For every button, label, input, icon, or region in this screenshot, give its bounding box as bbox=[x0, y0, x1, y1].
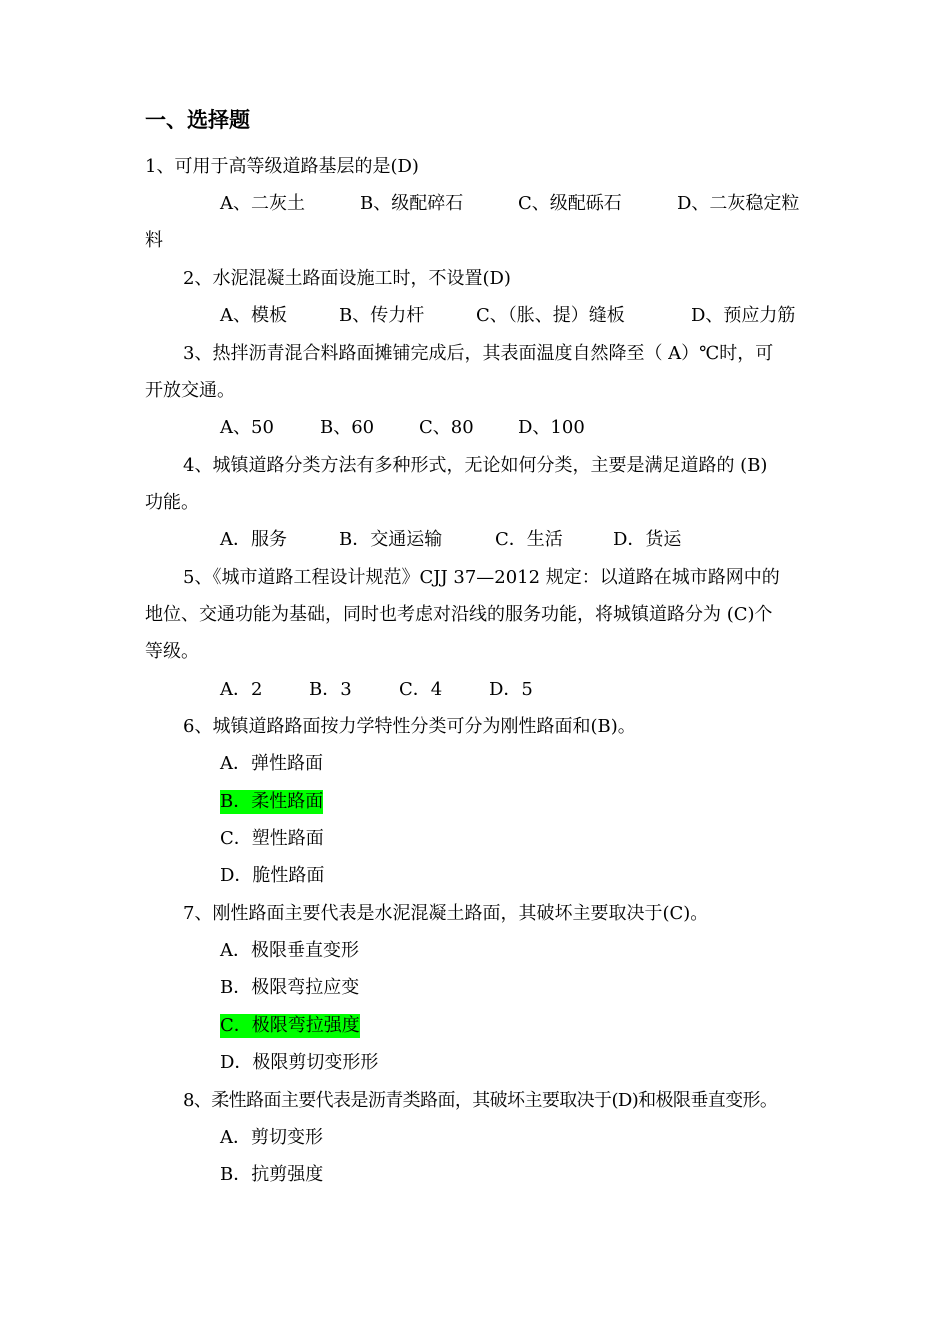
question-4-wrap: 功能。 bbox=[145, 492, 199, 513]
q5-option-c: C．4 bbox=[399, 679, 443, 700]
question-3-wrap: 开放交通。 bbox=[145, 380, 235, 401]
question-8-stem: 8、柔性路面主要代表是沥青类路面，其破坏主要取决于(D)和极限垂直变形。 bbox=[183, 1090, 778, 1111]
question-7-stem: 7、刚性路面主要代表是水泥混凝土路面，其破坏主要取决于(C)。 bbox=[183, 903, 709, 924]
q2-option-d: D、预应力筋 bbox=[691, 305, 796, 326]
q4-option-b: B．交通运输 bbox=[339, 529, 443, 550]
q1-option-b: B、级配碎石 bbox=[360, 193, 464, 214]
q6-option-a: A．弹性路面 bbox=[220, 753, 323, 774]
q1-option-c: C、级配砾石 bbox=[518, 193, 622, 214]
q5-option-a: A．2 bbox=[220, 679, 263, 700]
question-6-stem: 6、城镇道路路面按力学特性分类可分为刚性路面和(B)。 bbox=[183, 716, 636, 737]
question-5-wrap-2: 等级。 bbox=[145, 641, 199, 662]
q6-option-d: D．脆性路面 bbox=[220, 865, 325, 886]
q3-option-c: C、80 bbox=[419, 417, 474, 438]
question-4-stem: 4、城镇道路分类方法有多种形式，无论如何分类，主要是满足道路的 (B) bbox=[183, 455, 768, 476]
q1-option-d-wrap: 料 bbox=[145, 230, 163, 251]
question-5-options bbox=[0, 678, 950, 702]
q5-option-b: B．3 bbox=[309, 679, 352, 700]
section-heading: 一、选择题 bbox=[145, 108, 250, 132]
q8-option-b: B．抗剪强度 bbox=[220, 1164, 324, 1185]
question-3-options bbox=[0, 416, 950, 440]
q6-option-c: C．塑性路面 bbox=[220, 828, 324, 849]
q2-option-c: C、（胀、提）缝板 bbox=[476, 305, 625, 326]
q3-option-d: D、100 bbox=[518, 417, 585, 438]
q3-option-b: B、60 bbox=[320, 417, 375, 438]
question-1-options bbox=[0, 192, 950, 216]
q4-option-d: D．货运 bbox=[613, 529, 682, 550]
q3-option-a: A、50 bbox=[220, 417, 274, 438]
q4-option-c: C．生活 bbox=[495, 529, 563, 550]
q2-option-b: B、传力杆 bbox=[339, 305, 425, 326]
q1-option-a: A、二灰土 bbox=[220, 193, 305, 214]
q5-option-d: D．5 bbox=[489, 679, 533, 700]
question-5-wrap-1: 地位、交通功能为基础，同时也考虑对沿线的服务功能，将城镇道路分为 (C)个 bbox=[145, 604, 773, 625]
question-1-stem: 1、可用于高等级道路基层的是(D) bbox=[145, 156, 419, 177]
question-3-stem: 3、热拌沥青混合料路面摊铺完成后，其表面温度自然降至（ A）℃时，可 bbox=[183, 343, 774, 364]
q7-option-b: B．极限弯拉应变 bbox=[220, 977, 360, 998]
q7-option-d: D．极限剪切变形形 bbox=[220, 1052, 379, 1073]
question-2-stem: 2、水泥混凝土路面设施工时，不设置(D) bbox=[183, 268, 511, 289]
q1-option-d: D、二灰稳定粒 bbox=[677, 193, 800, 214]
q2-option-a: A、模板 bbox=[220, 305, 287, 326]
question-4-options bbox=[0, 528, 950, 552]
question-5-stem: 5、《城市道路工程设计规范》CJJ 37—2012 规定：以道路在城市路网中的 bbox=[183, 567, 780, 588]
question-2-options bbox=[0, 304, 950, 328]
q6-option-b-correct: B．柔性路面 bbox=[220, 791, 324, 812]
q8-option-a: A．剪切变形 bbox=[220, 1127, 323, 1148]
q7-option-a: A．极限垂直变形 bbox=[220, 940, 359, 961]
q4-option-a: A．服务 bbox=[220, 529, 287, 550]
q7-option-c-correct: C．极限弯拉强度 bbox=[220, 1015, 360, 1036]
